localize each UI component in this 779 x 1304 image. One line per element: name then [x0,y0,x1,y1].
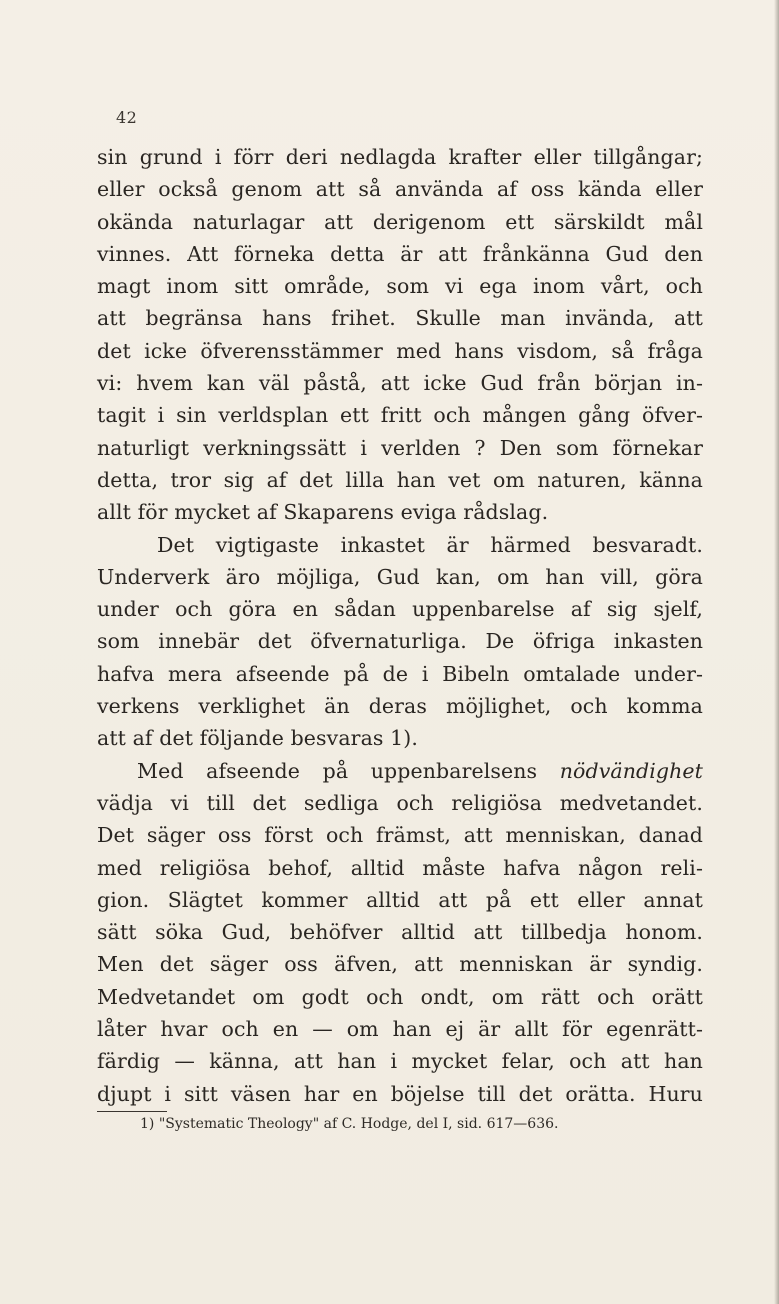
text-line: detta, tror sig af det lilla han vet om naturen, känna [97,467,703,492]
text-line: magt inom sitt område, som vi ega inom vårt, och [97,274,703,299]
body-text [97,141,703,1110]
text-line: låter hvar och en — om han ej är allt för egenrätt- [97,1017,703,1042]
text-line: att af det följande besvaras 1). [97,726,418,751]
text-line: att begränsa hans frihet. Skulle man invända, att [97,306,703,331]
text-segment: Med afseende på uppenbarelsens [137,758,538,783]
text-line: naturligt verkningssätt i verlden ? Den som förnekar [97,435,703,460]
text-line: vinnes. Att förneka detta är att frånkänna Gud den [97,241,703,266]
text-line: djupt i sitt väsen har en böjelse till det orätta. Huru [97,1081,703,1106]
text-line: Medvetandet om godt och ondt, om rätt och orätt [97,984,703,1009]
text-line: vädja vi till det sedliga och religiösa medvetandet. [97,790,703,815]
footnote-divider [97,1111,167,1112]
page-number: 42 [116,108,138,127]
text-line: Men det säger oss äfven, att menniskan är syndig. [97,952,703,977]
text-line: sin grund i förr deri nedlagda krafter eller tillgångar; [97,145,703,169]
paragraph-start-line: Det vigtigaste inkastet är härmed besvaradt. [157,532,703,557]
emphasis-word: nödvändighet [559,758,703,783]
text-line: Underverk äro möjliga, Gud kan, om han vill, göra [97,564,703,589]
text-line: hafva mera afseende på de i Bibeln omtalade under- [97,661,703,686]
text-line: vi: hvem kan väl påstå, att icke Gud från början in- [97,371,703,396]
text-line: gion. Slägtet kommer alltid att på ett eller annat [97,887,703,912]
text-line: det icke öfverensstämmer med hans visdom, så fråga [97,338,703,363]
text-line: färdig — känna, att han i mycket felar, och att han [97,1049,703,1074]
text-line: tagit i sin verldsplan ett fritt och mången gång öfver- [97,403,703,428]
text-line: som innebär det öfvernaturliga. De öfriga inkasten [97,629,703,654]
text-line: verkens verklighet än deras möjlighet, och komma [97,694,703,719]
footnote: 1) "Systematic Theology" af C. Hodge, del I, sid. 617—636. [140,1116,559,1132]
text-line: okända naturlagar att derigenom ett särskildt mål [97,209,703,234]
text-line: sätt söka Gud, behöfver alltid att tillbedja honom. [97,920,703,945]
page-edge-shadow [774,0,779,1304]
text-line: med religiösa behof, alltid måste hafva någon reli- [97,855,703,880]
text-line: allt för mycket af Skaparens eviga rådslag. [97,500,549,525]
text-line: Det säger oss först och främst, att menniskan, danad [97,823,703,848]
text-line: eller också genom att så använda af oss kända eller [97,177,703,202]
text-line: under och göra en sådan uppenbarelse af sig sjelf, [97,597,703,622]
paragraph-start-line [97,755,703,787]
